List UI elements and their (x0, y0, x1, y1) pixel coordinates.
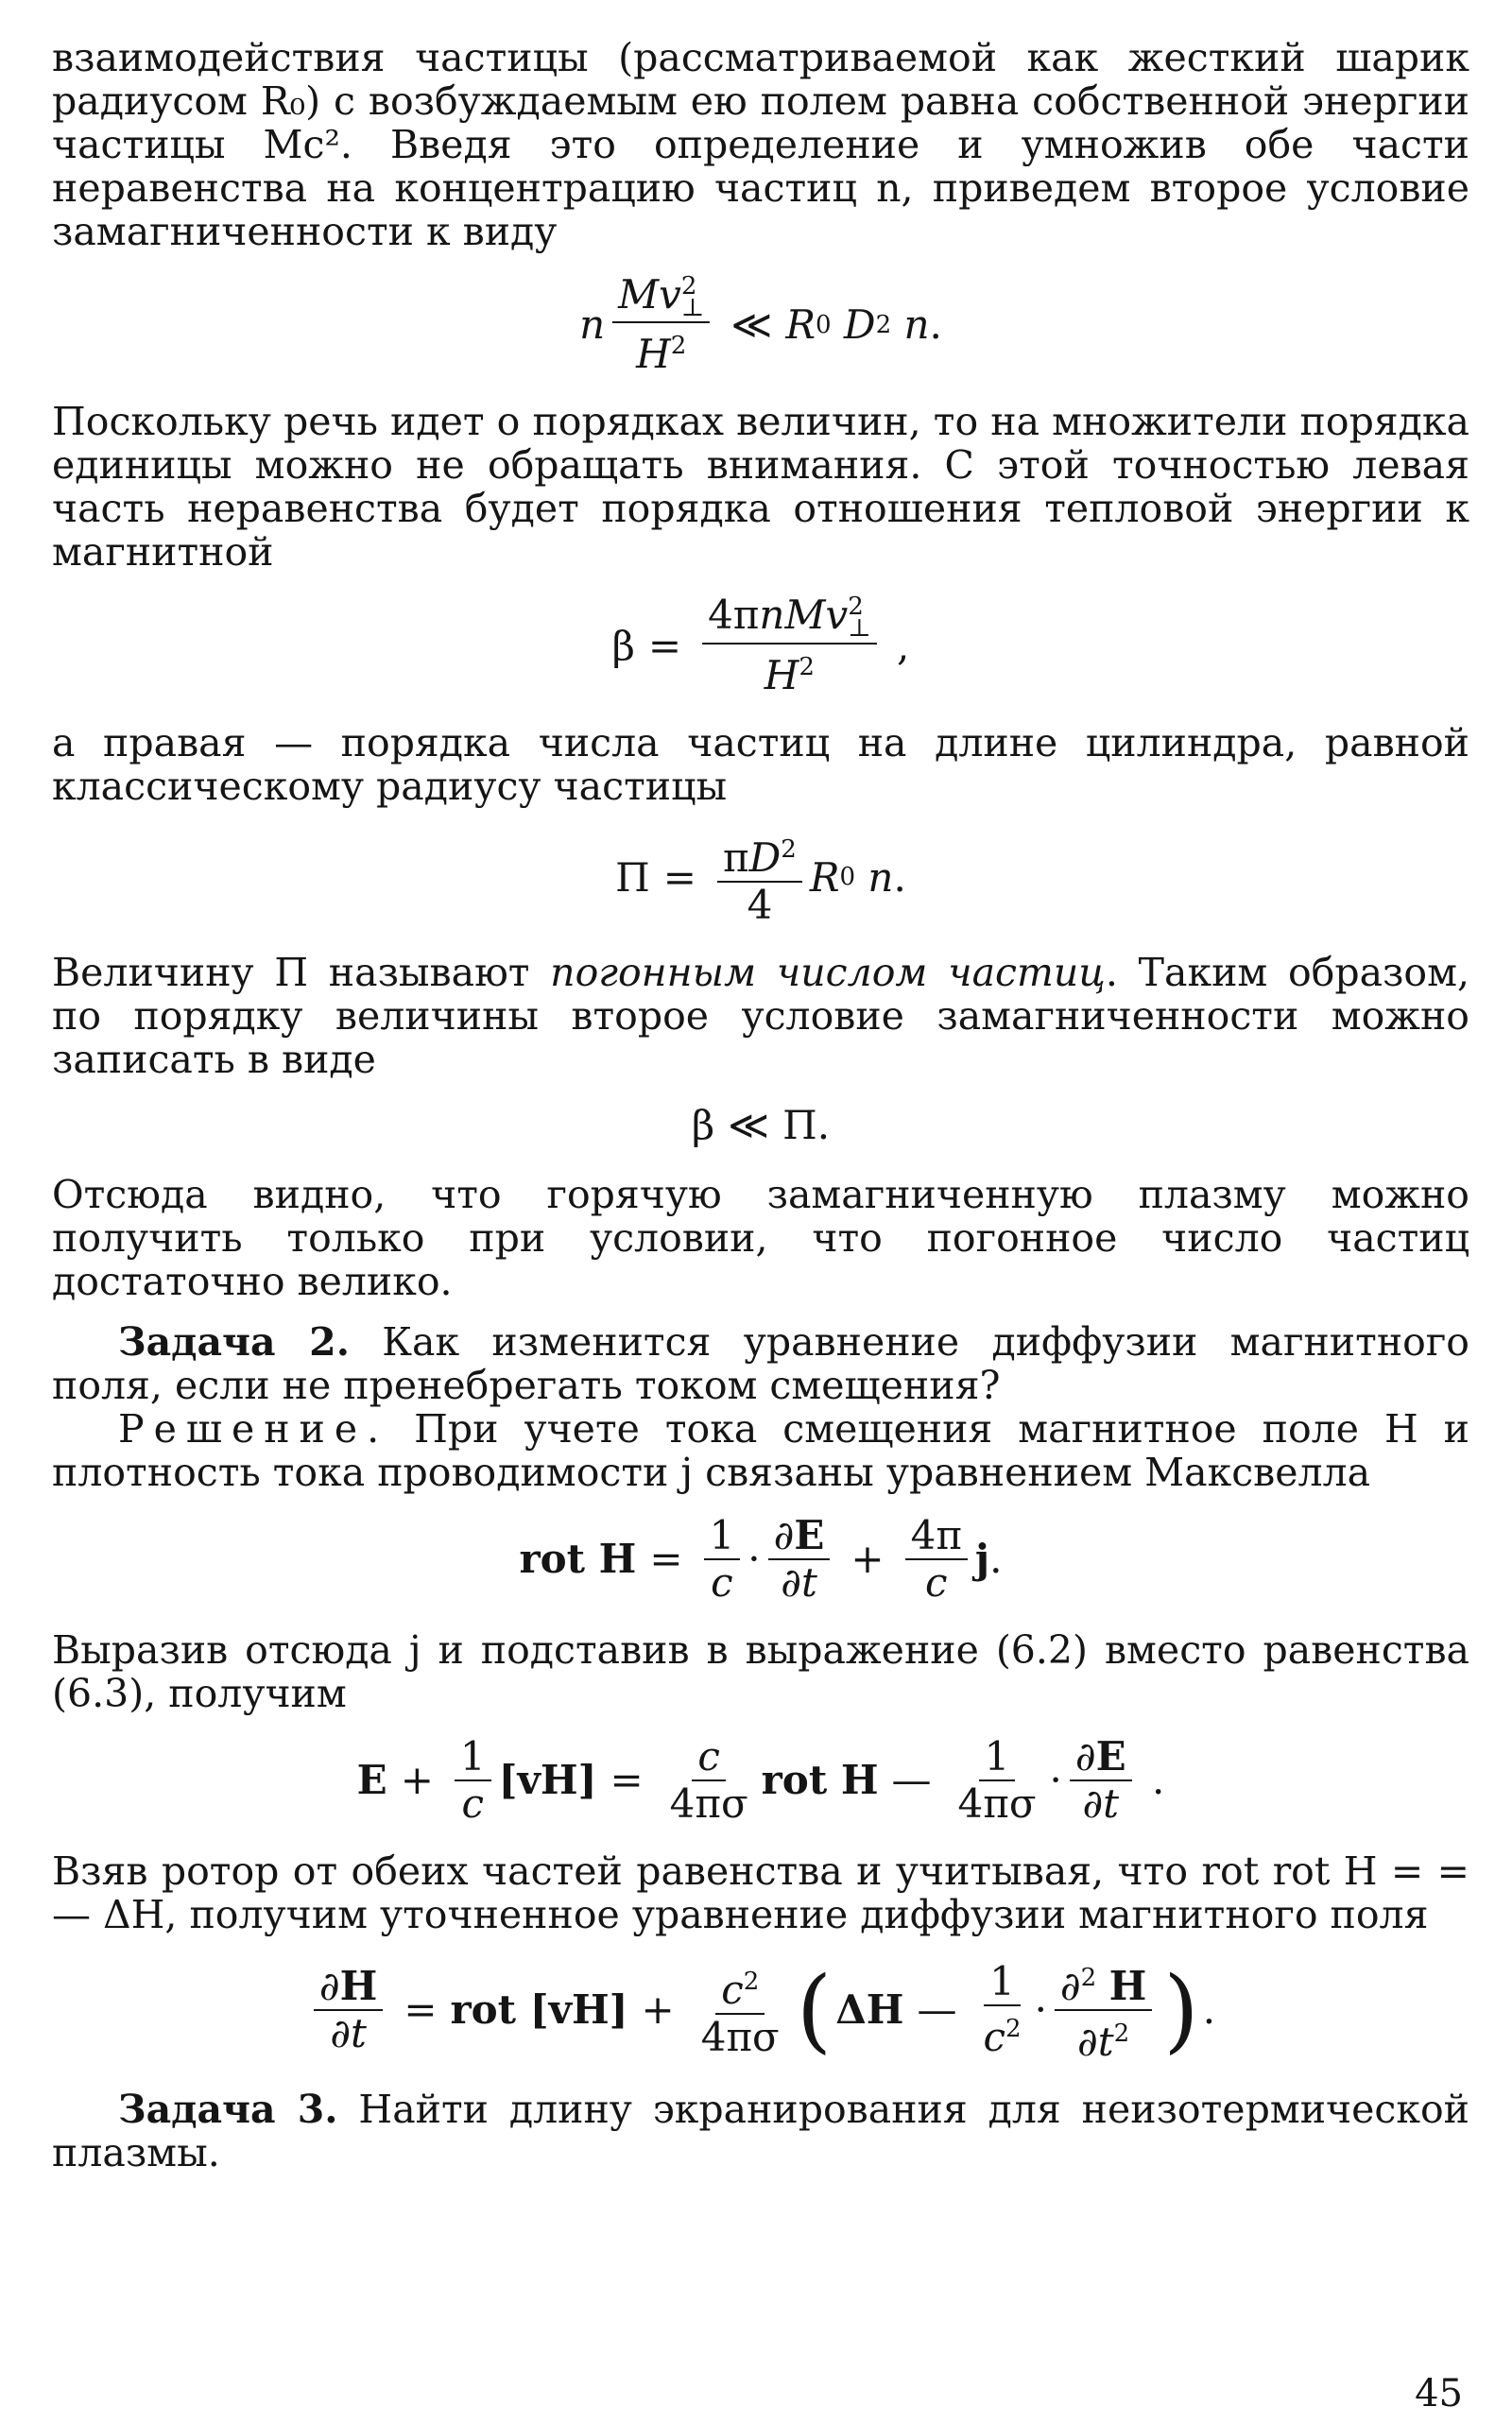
paragraph-3: а правая — порядка числа частиц на длине цилиндра, равной классическому радиусу частицы (52, 719, 1469, 809)
task-3-title: Задача 3. (118, 2086, 338, 2132)
page-content (52, 36, 1469, 2175)
formula-magnetization-condition: n Mv 2 ⊥ $H^2$ ≪ R 0 D 2 n . (579, 271, 942, 378)
page-number: 45 (1415, 2372, 1463, 2415)
emphasized-term: погонным числом частиц (550, 949, 1106, 995)
formula-ohm-law: E + $\frac{1}{c}$ [vH] = $\frac{c}{4\pi\sigma}$ rot H — $\frac{1}{4\pi\sigma}$ · $\frac{\partial E}{\partial t}$ . (356, 1732, 1165, 1827)
paragraph-7: Взяв ротор от обеих частей равенства и учитывая, что rot rot H = = — ΔH, получим уточненное уравнение диффузии магнитного поля (52, 1848, 1469, 1937)
paragraph-2: Поскольку речь идет о порядках величин, то на множители порядка единицы можно не обращать внимания. С этой точностью левая часть неравенства будет порядка отношения тепловой энергии к магнитной (52, 399, 1469, 576)
paragraph-5: Отсюда видно, что горячую замагниченную плазму можно получить только при условии, что погонное число частиц достаточно велико. (52, 1171, 1469, 1304)
formula-beta: β = 4πnMv 2 ⊥ $H^2$ , (611, 592, 910, 698)
solution-label: Решение. (118, 1405, 389, 1452)
paragraph-4: Величину П называют погонным числом частиц. Таким образом, по порядку величины второе условие замагниченности можно записать в виде (52, 949, 1470, 1082)
formula-maxwell: rot H = $\frac{1}{c}$ · $\frac{\partial E}{\partial t}$ + $\frac{4\pi}{c}$ j . (519, 1511, 1003, 1606)
formula-diffusion: $\frac{\partial H}{\partial t}$ = rot [vH] + $\frac{c^2}{4\pi\sigma}$ ( ΔH — $\frac{1}{c^2}$ · $\frac{\partial^2 H}{\partial t^2}$ ) . (52, 1957, 1469, 2063)
task-2: Задача 2. Как изменится уравнение диффузии магнитного поля, если не пренебрегать током смещения? (52, 1318, 1469, 1408)
paragraph-6: Выразив отсюда j и подставив в выражение (6.2) вместо равенства (6.3), получим (52, 1626, 1469, 1716)
formula-beta-condition: β ≪ П. (691, 1101, 831, 1148)
solution: Решение. При учете тока смещения магнитное поле H и плотность тока проводимости j связаны уравнением Максвелла (52, 1405, 1469, 1495)
task-3: Задача 3. Найти длину экранирования для неизотермической плазмы. (52, 2086, 1469, 2175)
formula-linear-number: П = $\frac{\pi D^2}{4}$ R 0 n . (52, 829, 1469, 926)
task-2-title: Задача 2. (118, 1318, 350, 1365)
paragraph-1: взаимодействия частицы (рассматриваемой как жесткий шарик радиусом R₀) с возбуждаемым ею полем равна собственной энергии частицы Mc². Введя это определение и умножив обе части неравенства на концентрацию частиц n, приведем второе условие замагниченности к виду (52, 35, 1469, 254)
